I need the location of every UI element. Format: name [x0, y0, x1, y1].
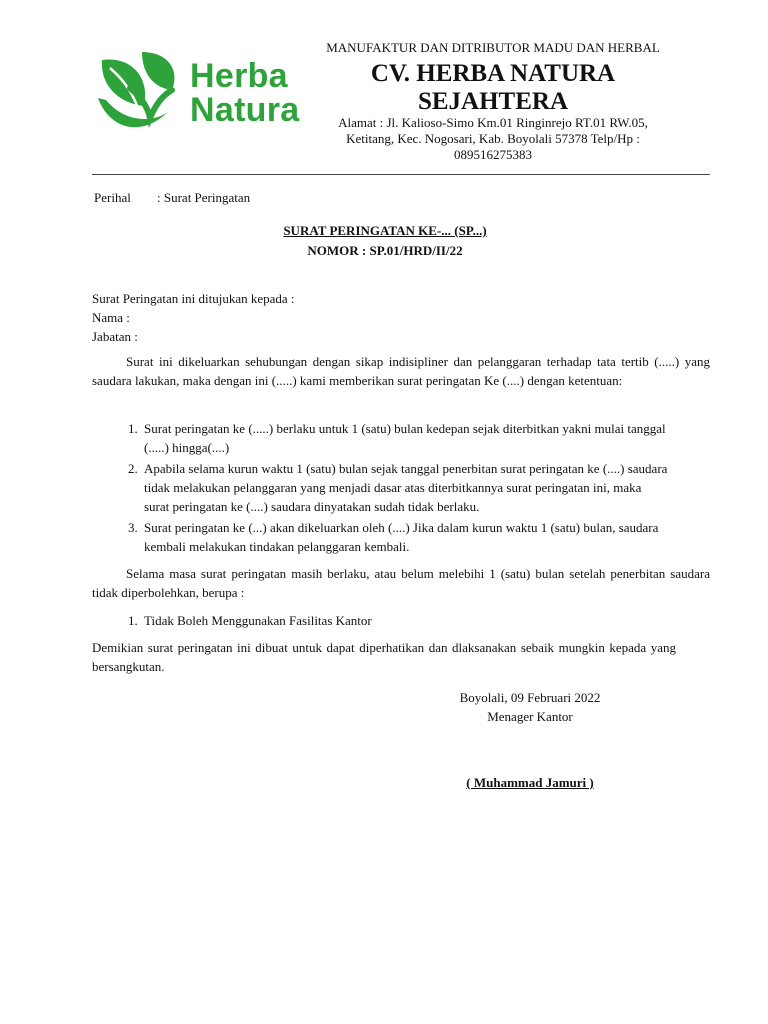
list-item-text: Surat peringatan ke (.....) berlaku untuk 1 (satu) bulan kedepan sejak diterbitkan yakni mulai tanggal (.....) hingga(....): [144, 421, 666, 455]
list-item: [128, 459, 668, 516]
company-name-line2: SEJAHTERA: [417, 88, 569, 115]
company-address: Alamat : Jl. Kalioso-Simo Km.01 Ringinrejo RT.01 RW.05, Ketitang, Kec. Nogosari, Kab. Boyolali 57378 Telp/Hp : 089516275383: [338, 115, 648, 162]
list-item-number: 3.: [128, 520, 138, 535]
header-divider: [92, 174, 710, 175]
larangan-list: [128, 611, 668, 630]
signature-place-date: Boyolali, 09 Februari 2022: [459, 690, 601, 705]
perihal-value: : Surat Peringatan: [157, 190, 251, 205]
list-item-text: Apabila selama kurun waktu 1 (satu) bulan sejak tanggal penerbitan surat peringatan ke (....) saudara tidak melakukan pelanggaran yang menjadi dasar atas diterbitkannya surat peringatan ini, maka surat peringatan ke (....) saudara dinyatakan sudah tidak berlaku.: [144, 461, 668, 514]
company-logo: [92, 48, 318, 138]
list-item-number: 2.: [128, 461, 138, 476]
list-item: [128, 419, 668, 457]
leaf-logo-icon: [92, 48, 184, 138]
list-item: [128, 518, 668, 556]
company-name: [300, 60, 686, 116]
letter-title: SURAT PERINGATAN KE-... (SP...): [283, 223, 487, 238]
closing-paragraph: Demikian surat peringatan ini dibuat untuk dapat diperhatikan dan dlaksanakan sebaik mungkin kepada yang bersangkutan.: [92, 640, 676, 674]
letter-number: NOMOR : SP.01/HRD/II/22: [307, 243, 463, 258]
recipient-name: Nama :: [92, 310, 130, 325]
list-item-number: 1.: [128, 421, 138, 436]
recipient-intro: Surat Peringatan ini ditujukan kepada :: [92, 291, 295, 306]
recipient-position: Jabatan :: [92, 329, 138, 344]
logo-text-herba: Herba: [190, 57, 288, 95]
perihal-label: Perihal: [94, 190, 131, 205]
company-name-line1: CV. HERBA NATURA: [370, 60, 616, 87]
list-item-text: Surat peringatan ke (...) akan dikeluarkan oleh (....) Jika dalam kurun waktu 1 (satu) bulan, saudara kembali melakukan tindakan pelanggaran kembali.: [144, 520, 659, 554]
body-paragraph-1: Surat ini dikeluarkan sehubungan dengan sikap indisipliner dan pelanggaran terhadap tata tertib (.....) yang saudara lakukan, maka dengan ini (.....) kami memberikan surat peringatan Ke (....) dengan ketentuan:: [92, 354, 710, 388]
list-item: [128, 611, 668, 630]
list-item-text: Tidak Boleh Menggunakan Fasilitas Kantor: [144, 613, 372, 628]
company-tagline: MANUFAKTUR DAN DITRIBUTOR MADU DAN HERBAL: [326, 40, 660, 55]
ketentuan-list: [128, 419, 668, 556]
signature-position: Menager Kantor: [487, 709, 573, 724]
body-paragraph-2: Selama masa surat peringatan masih berlaku, atau belum melebihi 1 (satu) bulan setelah penerbitan saudara tidak diperbolehkan, berupa :: [92, 566, 710, 600]
signature-name: ( Muhammad Jamuri ): [466, 775, 594, 790]
logo-text-natura: Natura: [190, 91, 300, 129]
list-item-number: 1.: [128, 613, 138, 628]
